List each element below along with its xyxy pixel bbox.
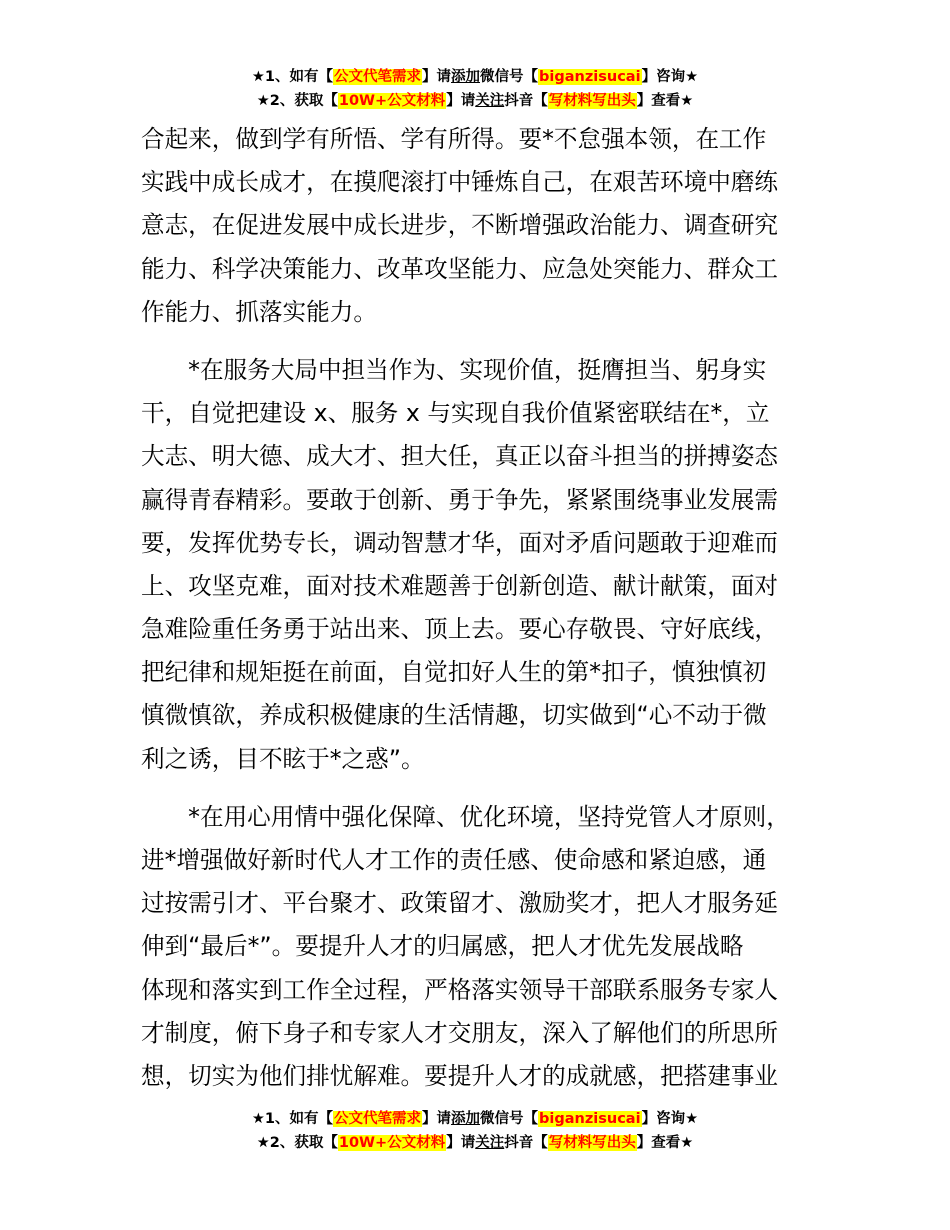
banner-text: ★1、如有【 (251, 1111, 334, 1127)
paragraph-spacer (141, 334, 841, 349)
footer-banner (0, 1107, 950, 1155)
paragraph-1 (141, 118, 841, 334)
paragraph-spacer (141, 781, 841, 796)
banner-highlight: biganzisucai (539, 1111, 641, 1127)
banner-text: 】请 (422, 1111, 452, 1127)
text-line: 才制度，俯下身子和专家人才交朋友，深入了解他们的所思所 (141, 1018, 779, 1047)
text-line: 要，发挥优势专长，调动智慧才华，面对矛盾问题敢于迎难而 (141, 528, 779, 557)
text-line: 慎微慎欲，养成积极健康的生活情趣，切实做到“心不动于微 (141, 701, 767, 730)
text-line: 合起来，做到学有所悟、学有所得。要*不怠强本领，在工作 (141, 125, 767, 153)
banner-text: 微信号【 (480, 69, 539, 85)
text-line: 进*增强做好新时代人才工作的责任感、使命感和紧迫感，通 (141, 846, 767, 874)
banner-text: 】请 (446, 93, 476, 109)
banner-text: 抖音【 (504, 1135, 548, 1151)
banner-highlight: 公文代笔需求 (334, 1111, 422, 1127)
banner-underline-text: 关注 (475, 93, 505, 109)
banner-highlight: biganzisucai (539, 69, 641, 85)
banner-text: ★1、如有【 (251, 69, 334, 85)
banner-text: 】请 (422, 69, 452, 85)
paragraph-3 (141, 796, 841, 1098)
banner-text: 抖音【 (504, 93, 548, 109)
banner-line-1 (0, 1107, 950, 1131)
banner-line-1 (0, 65, 950, 89)
text-line: 体现和落实到工作全过程，严格落实领导干部联系服务专家人 (141, 975, 779, 1004)
banner-line-2 (0, 89, 950, 113)
banner-text: ★2、获取【 (256, 1135, 338, 1151)
text-line: 实践中成长成才，在摸爬滚打中锤炼自己，在艰苦环境中磨练 (141, 168, 779, 197)
text-line: 干，自觉把建设 x、服务 x 与实现自我价值紧密联结在*，立 (141, 399, 770, 428)
text-line: *在用心用情中强化保障、优化环境，坚持党管人才原则， (141, 802, 790, 831)
text-line: *在服务大局中担当作为、实现价值，挺膺担当、躬身实 (141, 355, 767, 384)
text-line: 过按需引才、平台聚才、政策留才、激励奖才，把人才服务延 (141, 889, 779, 918)
banner-text: ★2、获取【 (256, 93, 338, 109)
text-line: 能力、科学决策能力、改革攻坚能力、应急处突能力、群众工 (141, 254, 779, 283)
banner-text: 】查看★ (636, 1135, 694, 1151)
banner-underline-text: 添加 (451, 1111, 481, 1127)
text-line: 急难险重任务勇于站出来、顶上去。要心存敬畏、守好底线， (141, 615, 779, 644)
banner-text: 】请 (446, 1135, 476, 1151)
document-body (141, 118, 841, 1098)
text-line: 利之诱，目不眩于*之惑”。 (141, 744, 425, 773)
banner-highlight: 10W+公文材料 (338, 1135, 446, 1151)
text-line: 伸到“最后*”。要提升人才的归属感，把人才优先发展战略 (141, 932, 744, 961)
header-banner (0, 65, 950, 113)
text-line: 上、攻坚克难，面对技术难题善于创新创造、献计献策，面对 (141, 571, 779, 600)
text-line: 把纪律和规矩挺在前面，自觉扣好人生的第*扣子，慎独慎初 (141, 658, 767, 687)
banner-highlight: 公文代笔需求 (334, 69, 422, 85)
banner-text: 微信号【 (480, 1111, 539, 1127)
text-line: 作能力、抓落实能力。 (141, 297, 377, 326)
banner-line-2 (0, 1131, 950, 1155)
banner-underline-text: 关注 (475, 1135, 505, 1151)
text-line: 大志、明大德、成大才、担大任，真正以奋斗担当的拼搏姿态 (141, 442, 779, 471)
text-line: 赢得青春精彩。要敢于创新、勇于争先，紧紧围绕事业发展需 (141, 485, 779, 514)
banner-underline-text: 添加 (451, 69, 481, 85)
text-line: 意志，在促进发展中成长进步，不断增强政治能力、调查研究 (141, 211, 779, 240)
text-line: 想，切实为他们排忧解难。要提升人才的成就感，把搭建事业 (141, 1061, 779, 1090)
banner-highlight: 写材料写出头 (548, 93, 636, 109)
banner-text: 】查看★ (636, 93, 694, 109)
banner-highlight: 写材料写出头 (548, 1135, 636, 1151)
banner-text: 】咨询★ (641, 1111, 699, 1127)
paragraph-2 (141, 349, 841, 781)
banner-highlight: 10W+公文材料 (338, 93, 446, 109)
banner-text: 】咨询★ (641, 69, 699, 85)
